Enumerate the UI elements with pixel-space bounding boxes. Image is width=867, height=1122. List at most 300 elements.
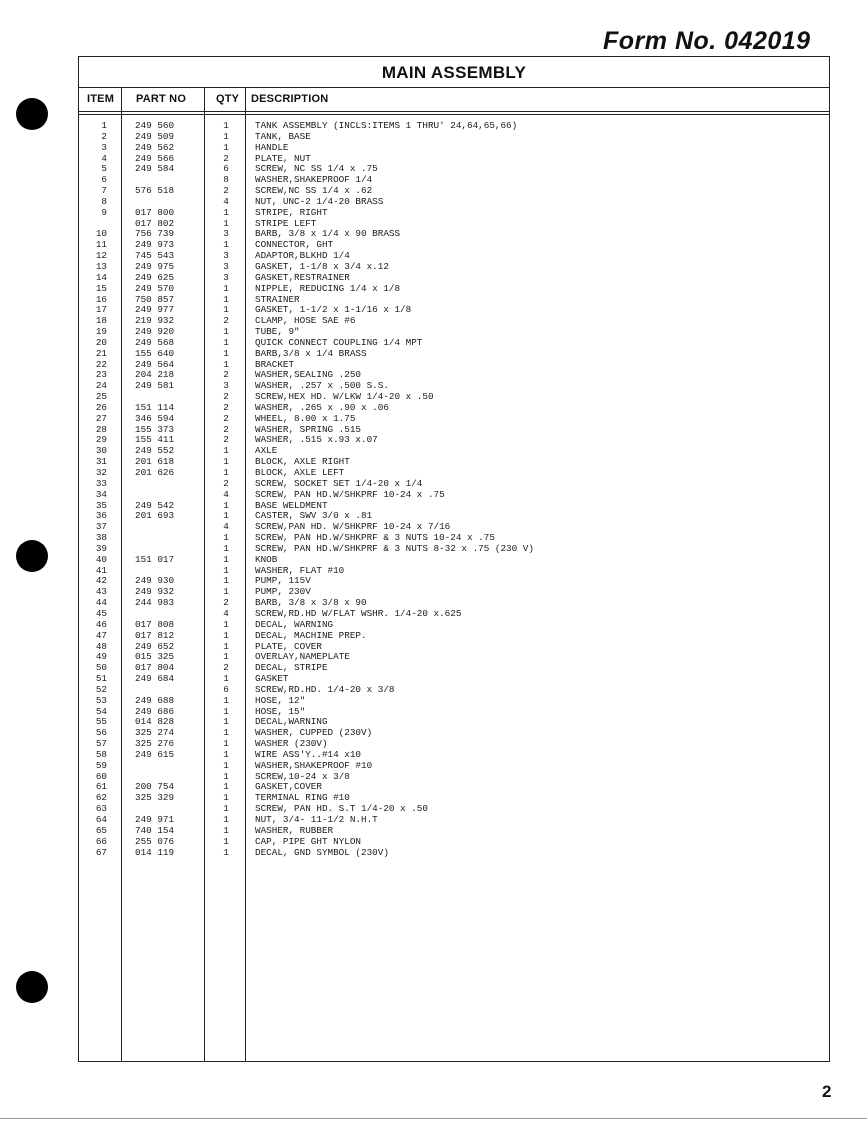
qty-cell: 1 xyxy=(223,759,229,771)
table-row xyxy=(79,652,829,663)
item-cell: 54 xyxy=(95,705,107,717)
table-row xyxy=(79,240,829,251)
description-cell: BARB,3/8 x 1/4 BRASS xyxy=(255,347,367,359)
qty-cell: 1 xyxy=(223,532,229,544)
description-cell: WASHER, SPRING .515 xyxy=(255,423,362,435)
table-row xyxy=(79,739,829,750)
item-cell: 32 xyxy=(95,467,107,478)
qty-cell: 1 xyxy=(223,781,229,793)
description-cell: WASHER,SHAKEPROOF 1/4 xyxy=(255,174,373,186)
item-cell: 57 xyxy=(95,738,107,750)
part-no-cell: 249 625 xyxy=(135,271,175,283)
header-rule-double xyxy=(79,114,829,115)
item-cell: 66 xyxy=(95,835,107,847)
part-no-cell: 017 804 xyxy=(135,662,175,674)
qty-cell: 2 xyxy=(223,152,229,164)
table-row xyxy=(79,349,829,360)
item-cell: 25 xyxy=(95,391,107,403)
item-cell: 5 xyxy=(101,163,107,175)
table-row xyxy=(79,782,829,793)
description-cell: TANK ASSEMBLY (INCLS:ITEMS 1 THRU' 24,64,65,66) xyxy=(255,120,518,131)
item-cell: 24 xyxy=(95,380,107,392)
qty-cell: 3 xyxy=(223,380,229,392)
table-row xyxy=(79,381,829,392)
part-no-cell: 325 276 xyxy=(135,738,175,750)
qty-cell: 1 xyxy=(223,347,229,359)
qty-cell: 1 xyxy=(223,694,229,706)
qty-cell: 1 xyxy=(223,217,229,229)
table-row xyxy=(79,284,829,295)
qty-cell: 1 xyxy=(223,358,229,370)
description-cell: SCREW, SOCKET SET 1/4-20 x 1/4 xyxy=(255,477,423,489)
qty-cell: 1 xyxy=(223,499,229,511)
part-no-cell: 255 076 xyxy=(135,835,175,847)
qty-cell: 2 xyxy=(223,477,229,489)
item-cell: 58 xyxy=(95,748,107,760)
table-row xyxy=(79,761,829,772)
part-no-cell: 204 218 xyxy=(135,369,175,381)
table-row xyxy=(79,815,829,826)
item-cell: 30 xyxy=(95,445,107,457)
description-cell: DECAL, MACHINE PREP. xyxy=(255,629,367,641)
qty-cell: 2 xyxy=(223,423,229,435)
description-cell: CONNECTOR, GHT xyxy=(255,239,334,251)
item-cell: 6 xyxy=(101,174,107,186)
qty-cell: 6 xyxy=(223,683,229,695)
description-cell: PUMP, 115V xyxy=(255,575,311,587)
item-cell: 62 xyxy=(95,792,107,804)
item-cell: 17 xyxy=(95,304,107,316)
part-no-cell: 200 754 xyxy=(135,781,175,793)
table-row xyxy=(79,197,829,208)
qty-cell: 2 xyxy=(223,434,229,446)
part-no-cell: 249 615 xyxy=(135,748,175,760)
qty-cell: 1 xyxy=(223,456,229,468)
item-cell: 7 xyxy=(101,185,107,197)
item-cell: 63 xyxy=(95,803,107,815)
item-cell: 1 xyxy=(101,120,107,131)
qty-cell: 1 xyxy=(223,326,229,338)
part-no-cell: 155 411 xyxy=(135,434,175,446)
table-row xyxy=(79,251,829,262)
part-no-cell: 249 652 xyxy=(135,640,175,652)
item-cell: 53 xyxy=(95,694,107,706)
part-no-cell: 249 542 xyxy=(135,499,175,511)
table-row xyxy=(79,544,829,555)
item-cell: 45 xyxy=(95,607,107,619)
description-cell: DECAL, WARNING xyxy=(255,618,334,630)
qty-cell: 1 xyxy=(223,282,229,294)
item-cell: 16 xyxy=(95,293,107,305)
qty-cell: 2 xyxy=(223,401,229,413)
qty-cell: 6 xyxy=(223,163,229,175)
table-header xyxy=(79,87,829,111)
qty-cell: 4 xyxy=(223,488,229,500)
description-cell: WASHER, RUBBER xyxy=(255,824,334,836)
description-cell: HOSE, 15" xyxy=(255,705,306,717)
qty-cell: 1 xyxy=(223,814,229,825)
table-row xyxy=(79,511,829,522)
table-row xyxy=(79,620,829,631)
part-no-cell: 201 618 xyxy=(135,456,175,468)
table-row xyxy=(79,566,829,577)
qty-cell: 2 xyxy=(223,369,229,381)
part-no-cell: 249 566 xyxy=(135,152,175,164)
qty-cell: 2 xyxy=(223,391,229,403)
description-cell: STRIPE LEFT xyxy=(255,217,317,229)
item-cell: 67 xyxy=(95,846,107,858)
table-row xyxy=(79,837,829,848)
part-no-cell: 745 543 xyxy=(135,250,175,262)
header-rule xyxy=(79,111,829,112)
description-cell: NIPPLE, REDUCING 1/4 x 1/8 xyxy=(255,282,401,294)
part-no-cell: 015 325 xyxy=(135,651,175,663)
qty-cell: 1 xyxy=(223,673,229,685)
table-row xyxy=(79,707,829,718)
item-cell: 34 xyxy=(95,488,107,500)
item-cell: 12 xyxy=(95,250,107,262)
page-bottom-edge xyxy=(0,1118,867,1119)
part-no-cell: 249 552 xyxy=(135,445,175,457)
table-row xyxy=(79,609,829,620)
description-cell: GASKET, 1-1/2 x 1-1/16 x 1/8 xyxy=(255,304,412,316)
item-cell: 31 xyxy=(95,456,107,468)
part-no-cell: 756 739 xyxy=(135,228,175,240)
qty-cell: 2 xyxy=(223,597,229,609)
table-row xyxy=(79,435,829,446)
item-cell: 36 xyxy=(95,510,107,522)
item-cell: 14 xyxy=(95,271,107,283)
form-number: Form No. 042019 xyxy=(603,27,811,55)
table-row xyxy=(79,273,829,284)
qty-cell: 1 xyxy=(223,748,229,760)
table-row xyxy=(79,501,829,512)
qty-cell: 2 xyxy=(223,412,229,424)
description-cell: WHEEL, 8.00 x 1.75 xyxy=(255,412,356,424)
table-row xyxy=(79,685,829,696)
qty-cell: 1 xyxy=(223,835,229,847)
parts-table xyxy=(78,56,830,1062)
qty-cell: 1 xyxy=(223,629,229,641)
table-row xyxy=(79,490,829,501)
table-row xyxy=(79,663,829,674)
table-row xyxy=(79,208,829,219)
table-row xyxy=(79,164,829,175)
qty-cell: 3 xyxy=(223,228,229,240)
description-cell: DECAL, STRIPE xyxy=(255,662,328,674)
part-no-cell: 219 932 xyxy=(135,315,175,327)
description-cell: HANDLE xyxy=(255,141,289,153)
part-no-cell: 249 570 xyxy=(135,282,175,294)
qty-cell: 1 xyxy=(223,705,229,717)
description-cell: NUT, 3/4- 11-1/2 N.H.T xyxy=(255,814,378,825)
table-row xyxy=(79,370,829,381)
item-cell: 52 xyxy=(95,683,107,695)
qty-cell: 1 xyxy=(223,141,229,153)
description-cell: SCREW,10-24 x 3/8 xyxy=(255,770,350,782)
part-no-cell: 151 017 xyxy=(135,553,175,565)
item-cell: 51 xyxy=(95,673,107,685)
table-row xyxy=(79,392,829,403)
part-no-cell: 576 518 xyxy=(135,185,175,197)
qty-cell: 1 xyxy=(223,586,229,598)
item-cell: 3 xyxy=(101,141,107,153)
table-row xyxy=(79,631,829,642)
part-no-cell: 017 812 xyxy=(135,629,175,641)
description-cell: WASHER, .257 x .500 S.S. xyxy=(255,380,389,392)
description-cell: TUBE, 9" xyxy=(255,326,300,338)
item-cell: 27 xyxy=(95,412,107,424)
item-cell: 35 xyxy=(95,499,107,511)
part-no-cell: 151 114 xyxy=(135,401,175,413)
description-cell: SCREW, PAN HD.W/SHKPRF & 3 NUTS 8-32 x .75 (230 V) xyxy=(255,542,534,554)
part-no-cell: 201 626 xyxy=(135,467,175,478)
description-cell: SCREW,RD.HD W/FLAT WSHR. 1/4-20 x.625 xyxy=(255,607,462,619)
description-cell: GASKET,COVER xyxy=(255,781,322,793)
table-row xyxy=(79,479,829,490)
qty-cell: 2 xyxy=(223,185,229,197)
item-cell: 42 xyxy=(95,575,107,587)
table-row xyxy=(79,327,829,338)
table-row xyxy=(79,143,829,154)
qty-cell: 1 xyxy=(223,618,229,630)
item-cell: 8 xyxy=(101,195,107,207)
description-cell: SCREW,RD.HD. 1/4-20 x 3/8 xyxy=(255,683,395,695)
description-cell: BARB, 3/8 x 1/4 x 90 BRASS xyxy=(255,228,401,240)
punch-hole-middle xyxy=(16,540,48,572)
part-no-cell: 249 509 xyxy=(135,130,175,142)
part-no-cell: 249 560 xyxy=(135,120,175,131)
qty-cell: 2 xyxy=(223,662,229,674)
part-no-cell: 249 975 xyxy=(135,260,175,272)
qty-cell: 3 xyxy=(223,271,229,283)
description-cell: GASKET,RESTRAINER xyxy=(255,271,350,283)
table-row xyxy=(79,295,829,306)
item-cell: 11 xyxy=(95,239,107,251)
item-cell: 28 xyxy=(95,423,107,435)
item-cell: 13 xyxy=(95,260,107,272)
item-cell: 64 xyxy=(95,814,107,825)
qty-cell: 3 xyxy=(223,250,229,262)
table-row xyxy=(79,360,829,371)
table-row xyxy=(79,642,829,653)
item-cell: 19 xyxy=(95,326,107,338)
description-cell: OVERLAY,NAMEPLATE xyxy=(255,651,350,663)
qty-cell: 1 xyxy=(223,824,229,836)
part-no-cell: 249 581 xyxy=(135,380,175,392)
part-no-cell: 346 594 xyxy=(135,412,175,424)
table-row xyxy=(79,457,829,468)
qty-cell: 1 xyxy=(223,336,229,348)
item-cell: 61 xyxy=(95,781,107,793)
header-description: DESCRIPTION xyxy=(251,93,329,105)
punch-hole-top xyxy=(16,98,48,130)
qty-cell: 3 xyxy=(223,260,229,272)
description-cell: SCREW, PAN HD.W/SHKPRF & 3 NUTS 10-24 x .75 xyxy=(255,532,495,544)
description-cell: SCREW, PAN HD. S.T 1/4-20 x .50 xyxy=(255,803,428,815)
description-cell: PLATE, COVER xyxy=(255,640,322,652)
header-part-no: PART NO xyxy=(136,93,187,105)
item-cell: 56 xyxy=(95,727,107,739)
table-row xyxy=(79,316,829,327)
description-cell: GASKET xyxy=(255,673,289,685)
table-row xyxy=(79,403,829,414)
description-cell: BASE WELDMENT xyxy=(255,499,328,511)
table-row xyxy=(79,717,829,728)
description-cell: PUMP, 230V xyxy=(255,586,311,598)
part-no-cell: 249 684 xyxy=(135,673,175,685)
item-cell: 26 xyxy=(95,401,107,413)
part-no-cell: 249 564 xyxy=(135,358,175,370)
item-cell: 38 xyxy=(95,532,107,544)
part-no-cell: 249 568 xyxy=(135,336,175,348)
table-row xyxy=(79,229,829,240)
description-cell: SCREW,HEX HD. W/LKW 1/4-20 x .50 xyxy=(255,391,434,403)
item-cell: 39 xyxy=(95,542,107,554)
qty-cell: 1 xyxy=(223,792,229,804)
table-row xyxy=(79,262,829,273)
description-cell: CLAMP, HOSE SAE #6 xyxy=(255,315,356,327)
description-cell: DECAL,WARNING xyxy=(255,716,328,728)
part-no-cell: 249 688 xyxy=(135,694,175,706)
item-cell: 50 xyxy=(95,662,107,674)
table-title: MAIN ASSEMBLY xyxy=(79,57,829,88)
table-row xyxy=(79,848,829,859)
description-cell: WASHER (230V) xyxy=(255,738,328,750)
description-cell: BRACKET xyxy=(255,358,295,370)
table-row xyxy=(79,674,829,685)
item-cell: 60 xyxy=(95,770,107,782)
qty-cell: 1 xyxy=(223,575,229,587)
description-cell: NUT, UNC-2 1/4-20 BRASS xyxy=(255,195,384,207)
header-item: ITEM xyxy=(87,93,115,105)
item-cell: 23 xyxy=(95,369,107,381)
table-row xyxy=(79,555,829,566)
description-cell: STRIPE, RIGHT xyxy=(255,206,328,218)
qty-cell: 1 xyxy=(223,564,229,576)
table-row xyxy=(79,696,829,707)
item-cell: 2 xyxy=(101,130,107,142)
table-row xyxy=(79,728,829,739)
part-no-cell: 249 584 xyxy=(135,163,175,175)
part-no-cell: 249 920 xyxy=(135,326,175,338)
part-no-cell: 014 828 xyxy=(135,716,175,728)
table-row xyxy=(79,587,829,598)
qty-cell: 1 xyxy=(223,716,229,728)
part-no-cell: 017 802 xyxy=(135,217,175,229)
punch-hole-bottom xyxy=(16,971,48,1003)
description-cell: WASHER, FLAT #10 xyxy=(255,564,345,576)
item-cell: 44 xyxy=(95,597,107,609)
description-cell: SCREW,PAN HD. W/SHKPRF 10-24 x 7/16 xyxy=(255,521,451,533)
qty-cell: 1 xyxy=(223,510,229,522)
qty-cell: 1 xyxy=(223,293,229,305)
qty-cell: 4 xyxy=(223,195,229,207)
item-cell: 37 xyxy=(95,521,107,533)
description-cell: AXLE xyxy=(255,445,278,457)
description-cell: SCREW, NC SS 1/4 x .75 xyxy=(255,163,378,175)
description-cell: ADAPTOR,BLKHD 1/4 xyxy=(255,250,350,262)
description-cell: WASHER, .515 x.93 x.07 xyxy=(255,434,378,446)
table-row xyxy=(79,414,829,425)
description-cell: SCREW,NC SS 1/4 x .62 xyxy=(255,185,373,197)
description-cell: DECAL, GND SYMBOL (230V) xyxy=(255,846,389,858)
table-row xyxy=(79,576,829,587)
item-cell: 21 xyxy=(95,347,107,359)
table-row xyxy=(79,132,829,143)
part-no-cell: 249 971 xyxy=(135,814,175,825)
qty-cell: 8 xyxy=(223,174,229,186)
item-cell: 59 xyxy=(95,759,107,771)
qty-cell: 1 xyxy=(223,542,229,554)
item-cell: 48 xyxy=(95,640,107,652)
description-cell: TANK, BASE xyxy=(255,130,311,142)
description-cell: QUICK CONNECT COUPLING 1/4 MPT xyxy=(255,336,423,348)
item-cell: 55 xyxy=(95,716,107,728)
qty-cell: 2 xyxy=(223,315,229,327)
qty-cell: 4 xyxy=(223,607,229,619)
item-cell: 33 xyxy=(95,477,107,489)
qty-cell: 1 xyxy=(223,640,229,652)
table-row xyxy=(79,826,829,837)
part-no-cell: 014 119 xyxy=(135,846,175,858)
description-cell: WASHER, CUPPED (230V) xyxy=(255,727,373,739)
table-row xyxy=(79,468,829,479)
item-cell: 22 xyxy=(95,358,107,370)
table-row xyxy=(79,219,829,230)
table-row xyxy=(79,804,829,815)
part-no-cell: 017 808 xyxy=(135,618,175,630)
part-no-cell: 201 693 xyxy=(135,510,175,522)
item-cell: 15 xyxy=(95,282,107,294)
table-row xyxy=(79,186,829,197)
description-cell: CAP, PIPE GHT NYLON xyxy=(255,835,362,847)
item-cell: 18 xyxy=(95,315,107,327)
item-cell: 49 xyxy=(95,651,107,663)
item-cell: 47 xyxy=(95,629,107,641)
part-no-cell: 017 800 xyxy=(135,206,175,218)
table-row xyxy=(79,175,829,186)
description-cell: BLOCK, AXLE RIGHT xyxy=(255,456,350,468)
qty-cell: 1 xyxy=(223,727,229,739)
description-cell: WASHER, .265 x .90 x .06 xyxy=(255,401,389,413)
part-no-cell: 249 977 xyxy=(135,304,175,316)
table-row xyxy=(79,750,829,761)
table-row xyxy=(79,772,829,783)
part-no-cell: 249 932 xyxy=(135,586,175,598)
description-cell: WIRE ASS'Y..#14 x10 xyxy=(255,748,362,760)
table-row xyxy=(79,446,829,457)
description-cell: SCREW, PAN HD.W/SHKPRF 10-24 x .75 xyxy=(255,488,445,500)
item-cell: 40 xyxy=(95,553,107,565)
description-cell: BLOCK, AXLE LEFT xyxy=(255,467,345,478)
table-row xyxy=(79,154,829,165)
part-no-cell: 325 274 xyxy=(135,727,175,739)
item-cell: 29 xyxy=(95,434,107,446)
item-cell: 20 xyxy=(95,336,107,348)
description-cell: TERMINAL RING #10 xyxy=(255,792,350,804)
page-number: 2 xyxy=(822,1082,832,1101)
qty-cell: 1 xyxy=(223,651,229,663)
item-cell: 43 xyxy=(95,586,107,598)
qty-cell: 1 xyxy=(223,467,229,478)
item-cell: 10 xyxy=(95,228,107,240)
qty-cell: 1 xyxy=(223,120,229,131)
qty-cell: 1 xyxy=(223,803,229,815)
item-cell: 65 xyxy=(95,824,107,836)
qty-cell: 1 xyxy=(223,738,229,750)
qty-cell: 1 xyxy=(223,445,229,457)
